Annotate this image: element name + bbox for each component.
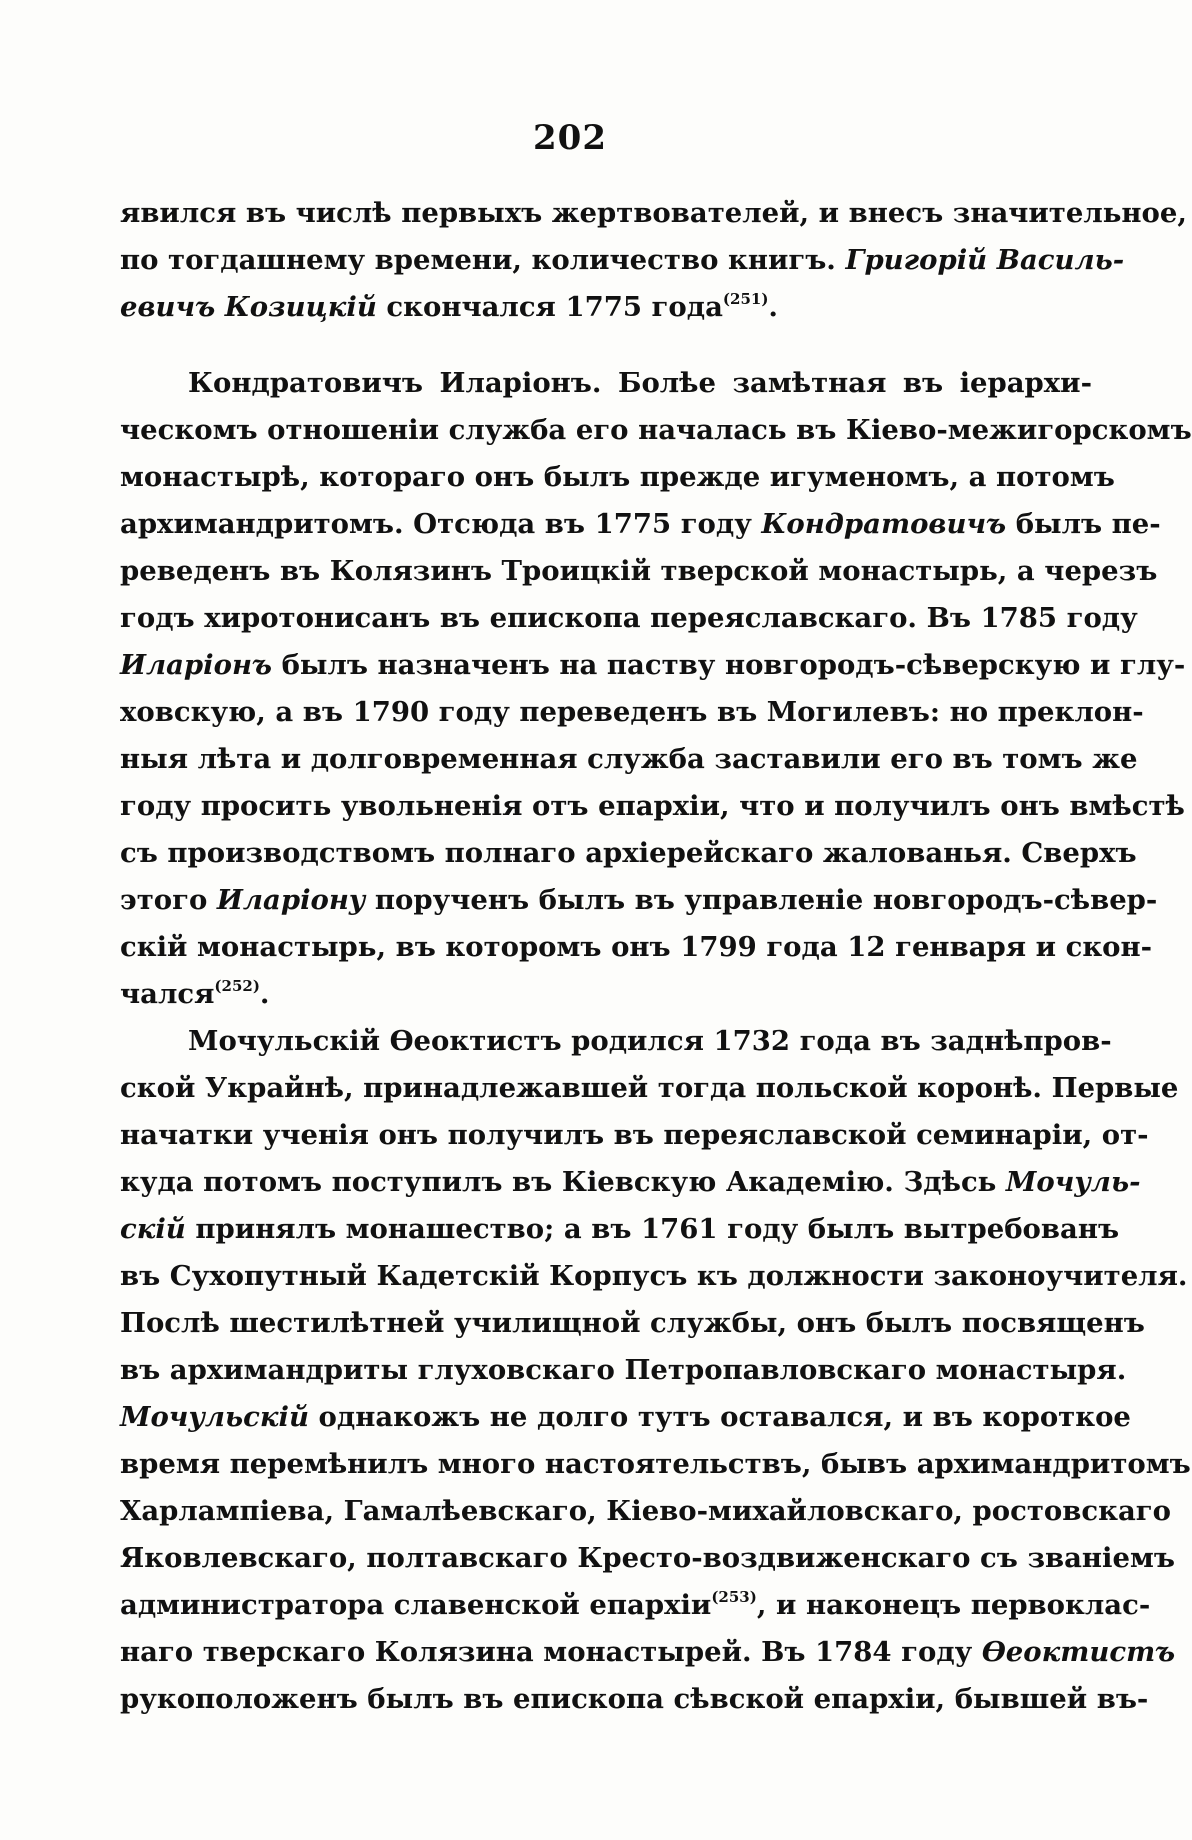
text-line (120, 1159, 1141, 1206)
text-line (120, 877, 1158, 924)
italic-name: Иларіонъ (120, 649, 272, 681)
footnote-ref: (253) (711, 1588, 757, 1606)
text-span: скій монастырь, въ которомъ онъ 1799 года 12 генваря и скон- (120, 931, 1153, 963)
text-span: году просить увольненія отъ епархіи, что и получилъ онъ вмѣстѣ (120, 790, 1185, 822)
text-span: ныя лѣта и долговременная служба заставили его въ томъ же (120, 743, 1138, 775)
text-span: этого (120, 884, 217, 916)
footnote-ref: (251) (722, 290, 769, 308)
text-line (120, 548, 1158, 595)
text-line (120, 971, 1092, 1018)
text-span: однакожъ не долго тутъ оставался, и въ короткое (308, 1401, 1131, 1433)
text-line (120, 1629, 1176, 1676)
text-span: ской Украйнѣ, принадлежавшей тогда польской коронѣ. Первые (120, 1072, 1179, 1104)
page-number: 202 (533, 118, 607, 158)
italic-name: Кондратовичъ (761, 508, 1007, 540)
italic-name: скій (120, 1213, 186, 1245)
text-line (120, 1253, 1188, 1300)
text-line (120, 1065, 1179, 1112)
text-line (120, 783, 1185, 830)
text-line (120, 830, 1137, 877)
italic-name: Григорій Василь- (845, 244, 1125, 276)
text-line (120, 1206, 1120, 1253)
text-span: рукоположенъ былъ въ епископа сѣвской епархіи, бывшей въ- (120, 1683, 1149, 1715)
text-span: ховскую, а въ 1790 году переведенъ въ Могилевъ: но преклон- (120, 696, 1144, 728)
italic-name: Иларіону (216, 884, 366, 916)
text-span: наго тверскаго Колязина монастырей. Въ 1784 году (120, 1636, 982, 1668)
text-span: порученъ былъ въ управленіе новгородъ-сѣвер- (365, 884, 1158, 916)
text-line (120, 1394, 1131, 1441)
text-line (120, 924, 1153, 971)
text-line (120, 190, 1187, 237)
entry-heading: Кондратовичъ Иларіонъ. (188, 367, 602, 399)
text-span: былъ назначенъ на паству новгородъ-сѣверскую и глу- (272, 649, 1186, 681)
text-line (120, 1441, 1191, 1488)
paragraph-mochulsky (120, 1018, 1191, 1723)
text-span: явился въ числѣ первыхъ жертвователей, и внесъ значительное, (120, 197, 1187, 229)
text-line (120, 1535, 1175, 1582)
text-line (120, 1676, 1149, 1723)
text-span: Харлампіева, Гамалѣевскаго, Кіево-михайловскаго, ростовскаго (120, 1495, 1171, 1527)
text-span: принялъ монашество; а въ 1761 году былъ вытребованъ (185, 1213, 1120, 1245)
text-line (120, 595, 1138, 642)
text-span: администратора славенской епархіи (120, 1589, 712, 1621)
text-span: начатки ученія онъ получилъ въ переяславской семинаріи, от- (120, 1119, 1149, 1151)
text-line (120, 1488, 1171, 1535)
text-span: съ производствомъ полнаго архіерейскаго жалованья. Сверхъ (120, 837, 1137, 869)
text-span: годъ хиротонисанъ въ епископа переяславскаго. Въ 1785 году (120, 602, 1138, 634)
text-line (120, 1300, 1145, 1347)
text-span: въ архимандриты глуховскаго Петропавловскаго монастыря. (120, 1354, 1127, 1386)
text-span: куда потомъ поступилъ въ Кіевскую Академію. Здѣсь (120, 1166, 1006, 1198)
text-line (120, 689, 1144, 736)
text-line (120, 736, 1138, 783)
text-span: архимандритомъ. Отсюда въ 1775 году (120, 508, 762, 540)
text-line (120, 407, 1192, 454)
text-span: , и наконецъ первоклас- (756, 1589, 1151, 1621)
text-span: время перемѣнилъ много настоятельствъ, бывъ архимандритомъ (120, 1448, 1191, 1480)
text-span: Послѣ шестилѣтней училищной службы, онъ былъ посвященъ (120, 1307, 1145, 1339)
text-span: въ Сухопутный Кадетскій Корпусъ къ должности законоучителя. (120, 1260, 1188, 1292)
entry-heading: Мочульскій Ѳеоктистъ (188, 1025, 562, 1057)
text-line (120, 501, 1161, 548)
italic-name: Мочульскій (120, 1401, 309, 1433)
italic-name: евичъ Козицкій (120, 291, 377, 323)
italic-name: Ѳеоктистъ (981, 1636, 1176, 1668)
text-line (120, 360, 1092, 407)
text-span: по тогдашнему времени, количество книгъ. (120, 244, 846, 276)
italic-name: Мочуль- (1005, 1166, 1141, 1198)
text-span: реведенъ въ Колязинъ Троицкій тверской монастырь, а черезъ (120, 555, 1158, 587)
text-span: чался (120, 978, 215, 1010)
text-span: скончался 1775 года (376, 291, 723, 323)
text-span: монастырѣ, котораго онъ былъ прежде игуменомъ, а потомъ (120, 461, 1115, 493)
text-line (120, 1582, 1151, 1629)
text-span: Болѣе замѣтная въ іерархи- (601, 367, 1092, 399)
text-span: . (259, 978, 270, 1010)
text-line (120, 1112, 1149, 1159)
text-line (120, 1347, 1127, 1394)
text-line (120, 284, 1092, 331)
paragraph-kondratovich (120, 360, 1192, 1018)
footnote-ref: (252) (214, 977, 260, 995)
text-span: родился 1732 года въ заднѣпров- (561, 1025, 1112, 1057)
text-span: Яковлевскаго, полтавскаго Кресто-воздвиженскаго съ званіемъ (120, 1542, 1175, 1574)
text-line (120, 237, 1125, 284)
text-span: былъ пе- (1006, 508, 1161, 540)
text-line (120, 454, 1115, 501)
text-line (120, 642, 1186, 689)
text-span: . (768, 291, 778, 323)
text-line (120, 1018, 1112, 1065)
text-span: ческомъ отношеніи служба его началась въ Кіево-межигорскомъ (120, 414, 1192, 446)
paragraph-kozitsky-end (120, 190, 1187, 331)
